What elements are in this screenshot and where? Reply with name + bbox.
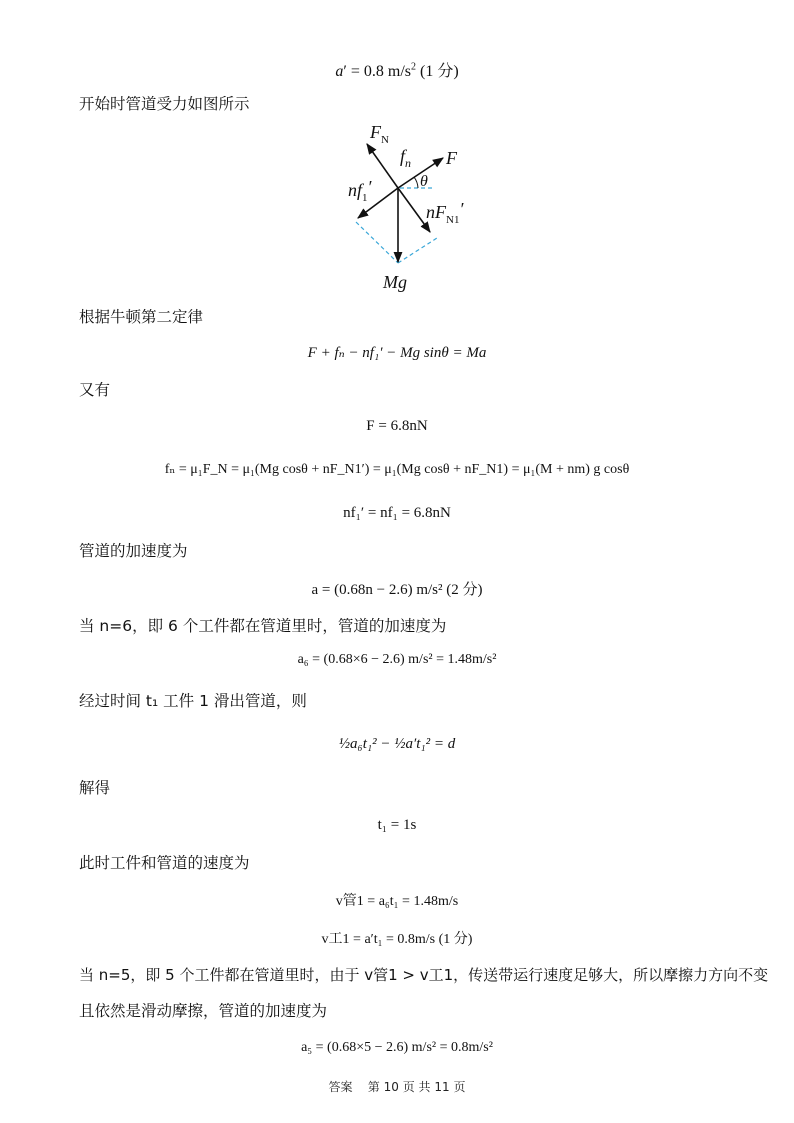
eq-a-prime: a′ = 0.8 $m/s^2$ (1 分) — [335, 61, 459, 80]
label-normal-force: $F_N$ — [370, 122, 389, 146]
eq-a5: a₅ = (0.68×5 − 2.6) m/s² = 0.8m/s² — [301, 1040, 493, 1055]
label-angle: θ — [420, 173, 428, 190]
force-diagram — [340, 118, 480, 298]
footer-page-prefix: 第 — [367, 1080, 380, 1094]
accel-text: 管道的加速度为 — [79, 542, 188, 560]
also-text: 又有 — [79, 381, 111, 399]
page-footer — [0, 1078, 794, 1095]
parallelogram-guide-left — [356, 222, 398, 263]
n5-text-line1: 当 n=5，即 5 个工件都在管道里时，由于 v管1 > v工1，传送带运行速度足够大，所以摩擦力方向不变 — [79, 966, 769, 984]
solve-text: 解得 — [79, 779, 111, 797]
newton-law-text: 根据牛顿第二定律 — [79, 308, 204, 326]
angle-arc — [414, 177, 418, 188]
footer-page-suffix: 页 — [453, 1080, 466, 1094]
eq-v-work: v工1 = a′t₁ = 0.8m/s (1 分) — [321, 932, 473, 947]
normal-force-arrow — [367, 144, 398, 188]
eq-kinematic: ½a₆t₁² − ½a′t₁² = d — [338, 736, 456, 752]
n6-text: 当 n=6，即 6 个工件都在管道里时，管道的加速度为 — [79, 617, 447, 635]
footer-page-current: 10 — [383, 1080, 399, 1094]
label-reaction-normal: $nF_{N1}'$ — [426, 199, 464, 226]
eq-F: F = 6.8nN — [366, 418, 428, 434]
footer-page-mid: 页 共 — [402, 1080, 431, 1094]
footer-label: 答案 — [328, 1080, 353, 1094]
label-friction: $f_n$ — [400, 146, 412, 170]
parallelogram-guide-right — [398, 238, 437, 263]
eq-newton: F + fₙ − nf₁′ − Mg sinθ = Ma — [307, 345, 487, 361]
eq-fn: fₙ = μ₁F_N = μ₁(Mg cosθ + nF_N1′) = μ₁(Mg cosθ + nF_N1) = μ₁(M + nm) g cosθ — [164, 462, 630, 477]
eq-a6: a₆ = (0.68×6 − 2.6) m/s² = 1.48m/s² — [297, 652, 497, 667]
label-applied-force: F — [446, 148, 457, 168]
force-diagram-intro: 开始时管道受力如图所示 — [79, 95, 250, 113]
label-weight: Mg — [383, 272, 407, 292]
eq-nf1: nf₁′ = nf₁ = 6.8nN — [343, 505, 451, 521]
n5-text-line2: 且依然是滑动摩擦，管道的加速度为 — [79, 1002, 328, 1020]
eq-v-pipe: v管1 = a₆t₁ = 1.48m/s — [335, 894, 459, 909]
eq-t1: t₁ = 1s — [377, 817, 417, 833]
footer-page-total: 11 — [434, 1080, 450, 1094]
speeds-text: 此时工件和管道的速度为 — [79, 854, 250, 872]
eq-a-general: a = (0.68n − 2.6) m/s² (2 分) — [311, 582, 483, 598]
t1-text: 经过时间 t₁ 工件 1 滑出管道，则 — [79, 692, 307, 710]
label-reaction-friction: $nf_1'$ — [348, 177, 372, 204]
